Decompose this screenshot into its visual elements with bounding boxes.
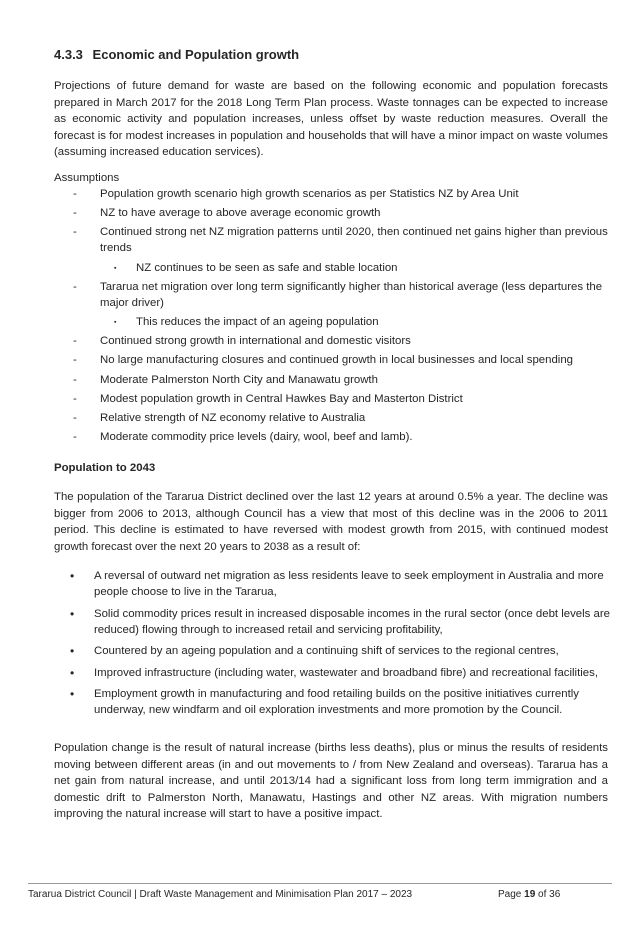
page-total: of 36 bbox=[538, 889, 561, 900]
population-paragraph: The population of the Tararua District declined over the last 12 years at around 0.5% a year. The decline was bigger from 2006 to 2013, although Council has a view that most of this decline was in the 2006 to 2011 period. This decline is estimated to have reversed with modest growth from 2015, with continued modest growth forecast over the next 20 years to 2038 as a result of: bbox=[54, 491, 608, 553]
assumption-text: Moderate commodity price levels (dairy, wool, beef and lamb). bbox=[100, 431, 413, 444]
assumption-item bbox=[54, 391, 610, 407]
assumption-item bbox=[54, 429, 610, 445]
footer-divider bbox=[28, 883, 612, 884]
assumption-text: No large manufacturing closures and continued growth in local businesses and local spending bbox=[100, 354, 574, 367]
assumption-text: Tararua net migration over long term significantly higher than historical average (less departures the major driver) bbox=[100, 280, 603, 309]
assumptions-label: Assumptions bbox=[54, 172, 120, 184]
dash-marker: - bbox=[73, 226, 77, 239]
assumption-item bbox=[54, 333, 610, 349]
population-change-paragraph: Population change is the result of natural increase (births less deaths), plus or minus the results of residents moving between different areas (in and out movements to / from New Zealand and overseas). Tararua has a net gain from natural increase, and until 2013/14 had a significant loss from long term immigration and a domestic drift to Palmerston North, Manawatu, Hastings and other NZ areas. With migration numbers improving the natural increase will start to have a positive impact. bbox=[54, 742, 608, 820]
dash-marker: - bbox=[73, 373, 77, 386]
square-bullet-marker: ▪ bbox=[114, 318, 117, 326]
bullet-marker: • bbox=[70, 665, 75, 680]
assumption-text: Moderate Palmerston North City and Manawatu growth bbox=[100, 373, 378, 386]
section-title: Economic and Population growth bbox=[92, 47, 300, 62]
assumptions-list bbox=[54, 186, 610, 448]
footer-document-title: Tararua District Council | Draft Waste Management and Minimisation Plan 2017 – 2023 bbox=[28, 889, 413, 900]
population-heading: Population to 2043 bbox=[54, 462, 156, 474]
assumption-item bbox=[54, 352, 610, 368]
footer-page-number bbox=[498, 889, 560, 900]
assumption-item bbox=[54, 410, 610, 426]
population-bullet-text: Solid commodity prices result in increased disposable incomes in the rural sector (once debt levels are reduced) flowing through to increased retail and servicing profitability, bbox=[94, 607, 610, 636]
population-bullet-item bbox=[54, 568, 610, 600]
bullet-marker: • bbox=[70, 644, 75, 659]
population-bullet-text: Employment growth in manufacturing and food retailing builds on the positive initiatives currently underway, new windfarm and oil exploration investments and more promotion by the Council. bbox=[94, 688, 579, 717]
assumption-text: This reduces the impact of an ageing population bbox=[136, 315, 379, 328]
intro-paragraph: Projections of future demand for waste are based on the following economic and population forecasts prepared in March 2017 for the 2018 Long Term Plan process. Waste tonnages can be expected to increase as economic activity and population increases, unless offset by waste reduction measures. Overall the forecast is for modest increases in population and households that will have a minor impact on waste volumes (assuming increased education services). bbox=[54, 80, 608, 158]
assumption-text: Relative strength of NZ economy relative to Australia bbox=[100, 411, 366, 424]
bullet-marker: • bbox=[70, 687, 75, 702]
assumption-subitem bbox=[54, 260, 610, 276]
dash-marker: - bbox=[73, 392, 77, 405]
page-current: 19 bbox=[524, 889, 536, 900]
population-bullet-text: A reversal of outward net migration as less residents leave to seek employment in Australia and more people choose to live in the Tararua, bbox=[94, 570, 604, 598]
assumption-item bbox=[54, 186, 610, 202]
assumption-text: NZ continues to be seen as safe and stable location bbox=[136, 261, 398, 274]
assumption-item bbox=[54, 279, 610, 311]
section-number: 4.3.3 bbox=[54, 47, 83, 62]
assumption-text: Continued strong net NZ migration patterns until 2020, then continued net gains higher than previous trends bbox=[100, 226, 608, 255]
bullet-marker: • bbox=[70, 606, 75, 621]
page-prefix: Page bbox=[498, 889, 522, 900]
dash-marker: - bbox=[73, 280, 77, 293]
population-bullet-item bbox=[54, 686, 610, 718]
assumption-subitem bbox=[54, 314, 610, 330]
dash-marker: - bbox=[73, 354, 77, 367]
population-bullet-text: Improved infrastructure (including water, wastewater and broadband fibre) and recreational facilities, bbox=[94, 666, 598, 679]
dash-marker: - bbox=[73, 335, 77, 348]
assumption-text: Modest population growth in Central Hawkes Bay and Masterton District bbox=[100, 392, 463, 405]
assumption-text: NZ to have average to above average economic growth bbox=[100, 207, 381, 220]
population-bullet-item bbox=[54, 643, 610, 659]
population-bullet-item bbox=[54, 665, 610, 681]
dash-marker: - bbox=[73, 207, 77, 220]
dash-marker: - bbox=[73, 431, 77, 444]
square-bullet-marker: ▪ bbox=[114, 264, 117, 272]
section-heading bbox=[54, 47, 299, 62]
dash-marker: - bbox=[73, 188, 77, 200]
bullet-marker: • bbox=[70, 569, 75, 583]
assumption-text: Continued strong growth in international and domestic visitors bbox=[100, 335, 411, 348]
dash-marker: - bbox=[73, 411, 77, 424]
assumption-item bbox=[54, 224, 610, 256]
population-bullet-text: Countered by an ageing population and a continuing shift of services to the regional centres, bbox=[94, 645, 559, 658]
assumption-text: Population growth scenario high growth scenarios as per Statistics NZ by Area Unit bbox=[100, 188, 519, 200]
population-bullet-list bbox=[54, 568, 610, 724]
assumption-item bbox=[54, 372, 610, 388]
population-bullet-item bbox=[54, 606, 610, 638]
assumption-item bbox=[54, 205, 610, 221]
